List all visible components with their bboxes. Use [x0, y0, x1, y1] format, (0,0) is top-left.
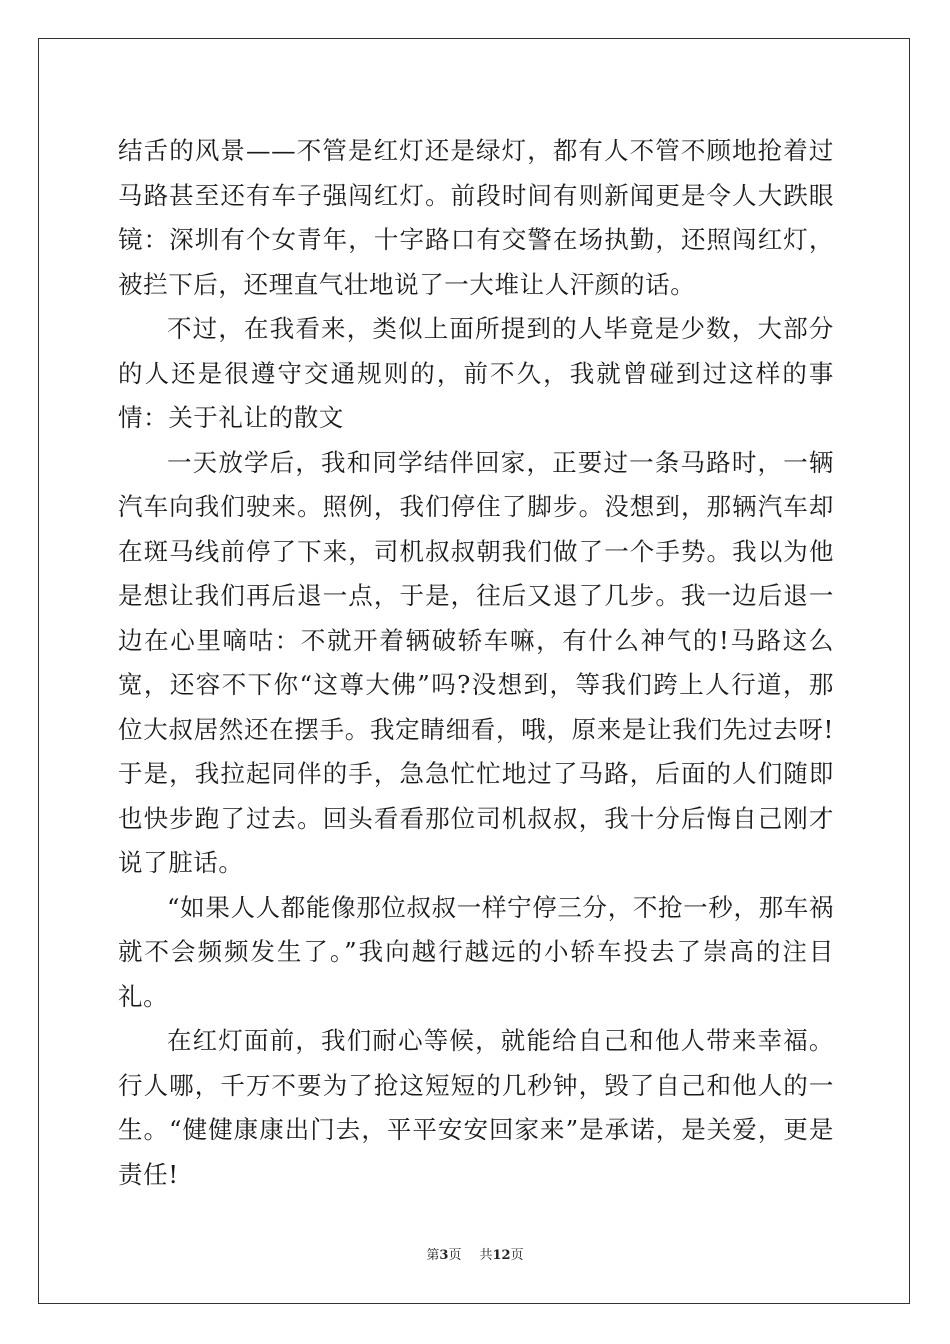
paragraph-5: 在红灯面前，我们耐心等候，就能给自己和他人带来幸福。行人哪，千万不要为了抢这短短的几秒钟，毁了自己和他人的一生。“健健康康出门去，平平安安回家来”是承诺，是关爱，更是责任! [118, 1026, 834, 1189]
page-number: 3 [439, 1248, 449, 1263]
page-label [426, 1247, 461, 1265]
paragraph-3: 一天放学后，我和同学结伴回家，正要过一条马路时，一辆汽车向我们驶来。照例，我们停住了脚步。没想到，那辆汽车却在斑马线前停了下来，司机叔叔朝我们做了一个手势。我以为他是想让我们再后退一点，于是，往后又退了几步。我一边后退一边在心里嘀咕：不就开着辆破轿车嘛，有什么神气的!马路这么宽，还容不下你“这尊大佛”吗?没想到，等我们跨上人行道，那位大叔居然还在摆手。我定睛细看，哦，原来是让我们先过去呀!于是，我拉起同伴的手，急急忙忙地过了马路，后面的人们随即也快步跑了过去。回头看看那位司机叔叔，我十分后悔自己刚才说了脏话。 [118, 447, 834, 877]
page-prefix: 第 [426, 1248, 440, 1263]
page-suffix: 页 [448, 1248, 462, 1263]
total-pages-label [479, 1247, 523, 1265]
total-pages-number: 12 [492, 1248, 511, 1263]
paragraph-1: 结舌的风景——不管是红灯还是绿灯，都有人不管不顾地抢着过马路甚至还有车子强闯红灯。前段时间有则新闻更是令人大跌眼镜：深圳有个女青年，十字路口有交警在场执勤，还照闯红灯，被拦下后，还理直气壮地说了一大堆让人汗颜的话。 [118, 136, 834, 299]
paragraph-2: 不过，在我看来，类似上面所提到的人毕竟是少数，大部分的人还是很遵守交通规则的，前不久，我就曾碰到过这样的事情：关于礼让的散文 [118, 314, 834, 432]
paragraph-4: “如果人人都能像那位叔叔一样宁停三分，不抢一秒，那车祸就不会频频发生了。”我向越行越远的小轿车投去了崇高的注目礼。 [118, 892, 834, 1011]
total-prefix: 共 [479, 1248, 493, 1263]
document-body [118, 129, 834, 1197]
total-suffix: 页 [510, 1248, 524, 1263]
page-footer [0, 1247, 950, 1265]
